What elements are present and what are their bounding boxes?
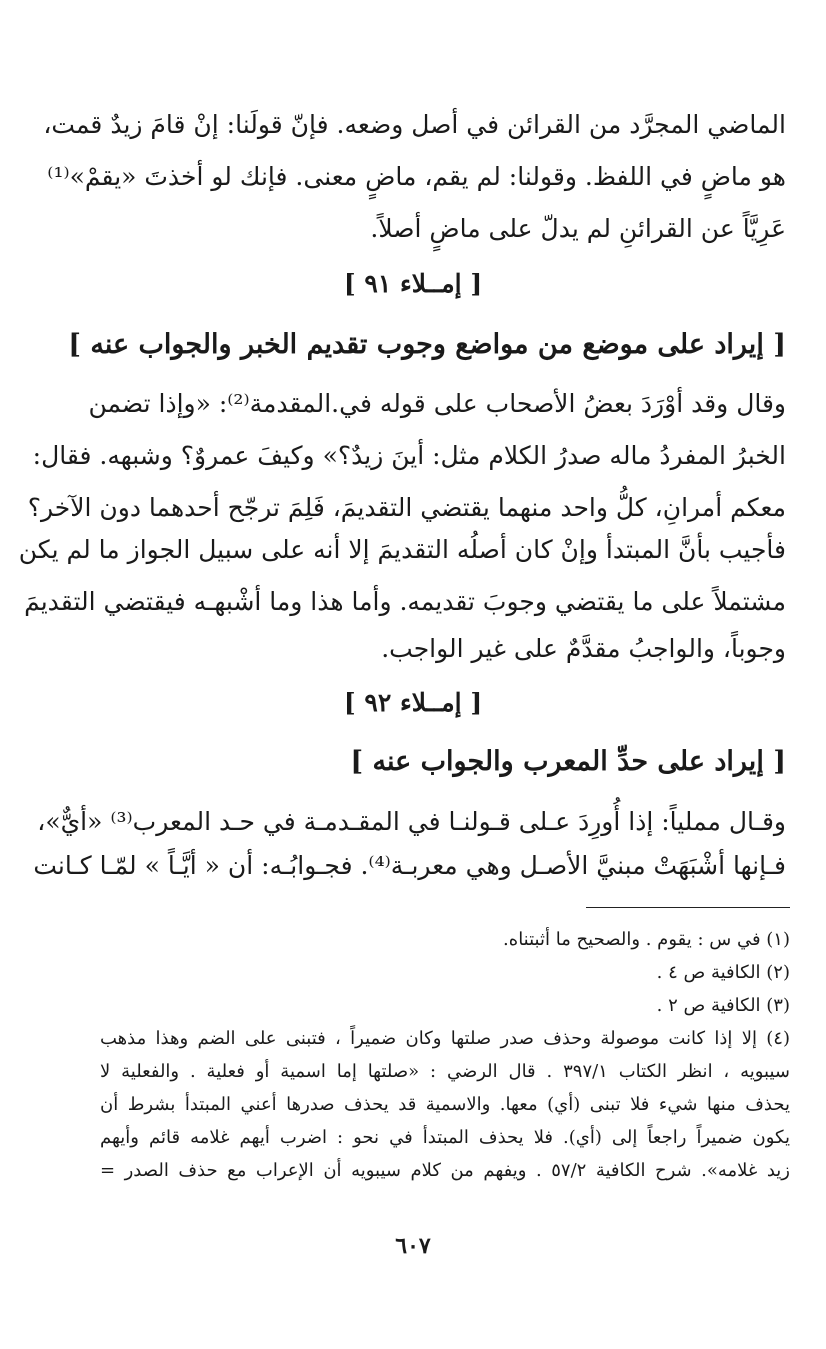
para2-line-1: وقال وقد أوْرَدَ بعضُ الأصحاب على قوله في.المقدمة⁽²⁾: «وإذا تضمن xyxy=(88,389,786,418)
para2-line-2: الخبرُ المفردُ ماله صدرُ الكلام مثل: أينَ زيدٌ؟» وكيفَ عمروٌ؟ وشبهه. فقال: xyxy=(32,441,786,470)
para2-line-6: وجوباً، والواجبُ مقدَّمٌ على غير الواجب. xyxy=(381,634,786,663)
footnote-3: (٣) الكافية ص ٢ . xyxy=(656,995,790,1016)
footnote-4-line-4: يكون ضميراً راجعاً إلى (أي). فلا يحذف المبتدأ في نحو : اضرب أيهم غلامه قائم وأيهم xyxy=(100,1127,790,1148)
footnote-4-line-1: (٤) إلا إذا كانت موصولة وحذف صدر صلتها وكان ضميراً ، فتبنى على الضم وهذا مذهب xyxy=(100,1028,790,1049)
footnote-2: (٢) الكافية ص ٤ . xyxy=(656,962,790,983)
footnote-separator xyxy=(586,907,790,908)
para3-line-2: فـإنها أشْبَهَتْ مبنيَّ الأصـل وهي معربـة⁽⁴⁾. فجـوابُـه: أن « أيَّـاً » لمّـا كـانت xyxy=(33,851,786,880)
para2-line-3: معكم أمرانِ، كلُّ واحد منهما يقتضي التقديمَ، فَلِمَ ترجّح أحدهما دون الآخر؟ xyxy=(27,493,786,522)
page-number: ٦٠٧ xyxy=(395,1233,431,1259)
footnote-1: (١) في س : يقوم . والصحيح ما أثبتناه. xyxy=(503,929,790,950)
section-number-91: [ إمــلاء ٩١ ] xyxy=(343,269,483,298)
para2-line-4: فأجيب بأنَّ المبتدأ وإنْ كان أصلُه التقديمَ إلا أنه على سبيل الجواز ما لم يكن xyxy=(18,535,786,564)
para1-line-3: عَرِيَّاً عن القرائنِ لم يدلّ على ماضٍ أصلاً. xyxy=(370,214,786,243)
para1-line-2: هو ماضٍ في اللفظ. وقولنا: لم يقم، ماضٍ معنى. فإنك لو أخذتَ «يقمْ»⁽¹⁾ xyxy=(47,162,786,191)
section-number-92: [ إمــلاء ٩٢ ] xyxy=(343,688,483,717)
section-heading-92: [ إيراد على حدِّ المعرب والجواب عنه ] xyxy=(350,746,786,777)
footnote-4-line-3: يحذف منها شيء فلا تبنى (أي) معها. والاسمية قد يحذف صدرها أعني المبتدأ بشرط أن xyxy=(100,1094,790,1115)
footnote-4-line-2: سيبويه ، انظر الكتاب ٣٩٧/١ . قال الرضي : «صلتها إما اسمية أو فعلية . والفعلية لا xyxy=(100,1061,790,1082)
para1-line-1: الماضي المجرَّد من القرائن في أصل وضعه. فإنّ قولَنا: إنْ قامَ زيدٌ قمت، xyxy=(43,110,786,139)
para2-line-5: مشتملاً على ما يقتضي وجوبَ تقديمه. وأما هذا وما أشْبهـه فيقتضي التقديمَ xyxy=(24,587,786,616)
section-heading-91: [ إيراد على موضع من مواضع وجوب تقديم الخبر والجواب عنه ] xyxy=(68,329,786,360)
para3-line-1: وقـال مملياً: إذا أُورِدَ عـلى قـولنـا في المقـدمـة في حـد المعرب⁽³⁾ «أيٌّ»، xyxy=(37,807,786,836)
footnote-4-line-5: زيد غلامه». شرح الكافية ٥٧/٢ . ويفهم من كلام سيبويه أن الإعراب مع حذف الصدر = xyxy=(100,1160,790,1181)
